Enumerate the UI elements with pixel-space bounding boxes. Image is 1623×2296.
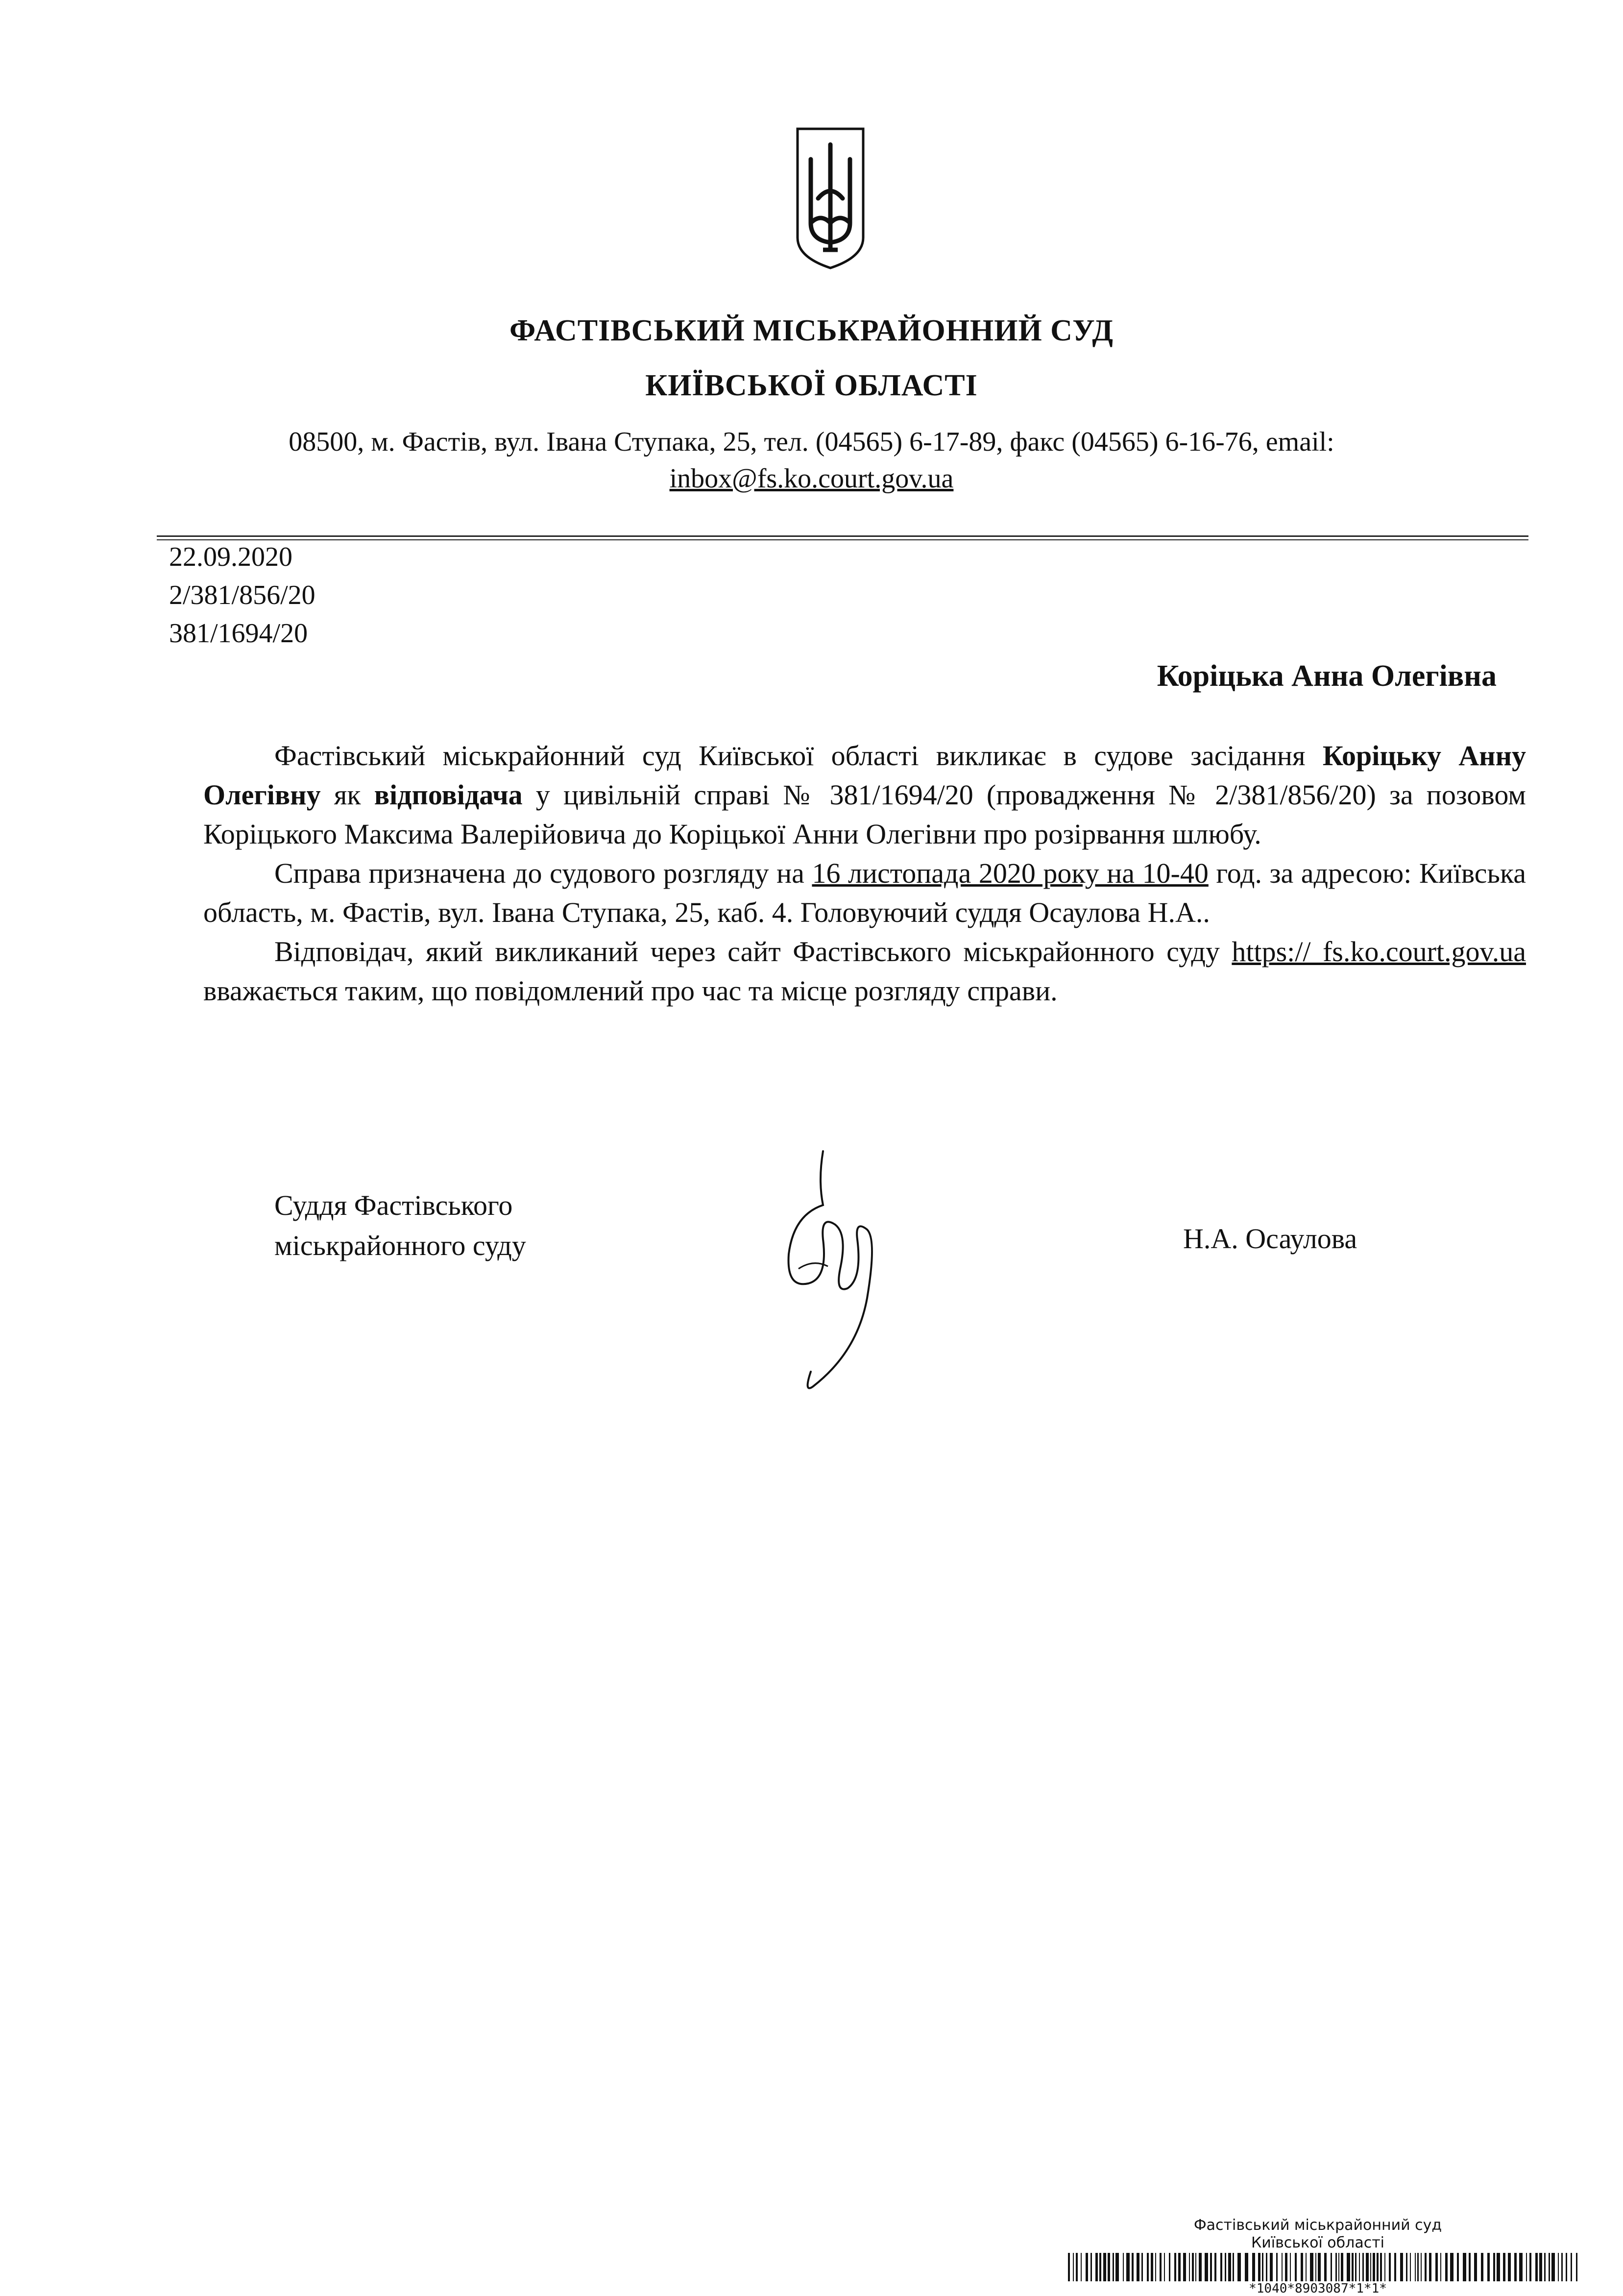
barcode-bar (1090, 2253, 1092, 2281)
barcode-bar (1558, 2253, 1559, 2281)
barcode-bar (1270, 2253, 1273, 2281)
stamp-court-line-1: Фастівський міськрайонний суд (1193, 2217, 1442, 2234)
body-paragraph-3 (203, 932, 1526, 1011)
barcode-bar (1295, 2253, 1297, 2281)
barcode-bar (1508, 2253, 1511, 2281)
barcode-bar (1160, 2253, 1162, 2281)
barcode-bar (1347, 2253, 1350, 2281)
barcode-bar (1519, 2253, 1523, 2281)
barcode-bar (1410, 2253, 1411, 2281)
barcode-bar (1155, 2253, 1156, 2281)
court-website-link[interactable]: https:// fs.ko.court.gov.ua (1232, 936, 1526, 967)
barcode-bar (1394, 2253, 1396, 2281)
barcode-bar (1225, 2253, 1226, 2281)
barcode-bar (1276, 2253, 1278, 2281)
barcode-bar (1210, 2253, 1212, 2281)
court-email-line (0, 463, 1623, 494)
barcode-bar (1474, 2253, 1477, 2281)
court-address: 08500, м. Фастів, вул. Івана Ступака, 25, тел. (04565) 6-17-89, факс (04565) 6-16-76, email: (289, 427, 1334, 457)
barcode-bar (1487, 2253, 1490, 2281)
body-text: вважається таким, що повідомлений про час та місце розгляду справи. (203, 975, 1058, 1007)
barcode-bar (1195, 2253, 1196, 2281)
barcode-bar (1366, 2253, 1369, 2281)
barcode-bar (1352, 2253, 1354, 2281)
barcode-bar (1425, 2253, 1427, 2281)
letter-body (203, 736, 1526, 1011)
barcode-bar (1529, 2253, 1531, 2281)
barcode-bar (1469, 2253, 1471, 2281)
body-text: Справа призначена до судового розгляду на (274, 857, 812, 889)
barcode-bar (1377, 2253, 1379, 2281)
court-email-link[interactable]: inbox@fs.ko.court.gov.ua (669, 463, 954, 494)
barcode-bar (1318, 2253, 1321, 2281)
barcode-bar (1068, 2253, 1070, 2281)
barcode-bar (1576, 2253, 1577, 2281)
hearing-date: 16 листопада 2020 року на 10-40 (812, 857, 1209, 889)
barcode-bar (1245, 2253, 1248, 2281)
barcode-bar (1282, 2253, 1283, 2281)
barcode-bar (1544, 2253, 1546, 2281)
barcode-bar (1341, 2253, 1343, 2281)
barcode-bar (1359, 2253, 1360, 2281)
case-number: 381/1694/20 (169, 618, 308, 649)
stamp-court-line-2: Київської області (1251, 2234, 1385, 2251)
barcode-bar (1421, 2253, 1422, 2281)
barcode-bar (1147, 2253, 1149, 2281)
barcode-bar (1178, 2253, 1181, 2281)
proceeding-number: 2/381/856/20 (169, 580, 315, 610)
barcode-bar (1526, 2253, 1527, 2281)
barcode-bar (1137, 2253, 1139, 2281)
body-text: Фастівський міськрайонний суд Київської області викликає в судове засідання (274, 740, 1323, 772)
barcode-bar (1497, 2253, 1500, 2281)
court-name-line-2: КИЇВСЬКОЇ ОБЛАСТІ (645, 369, 978, 402)
header-divider (157, 535, 1528, 537)
barcode-bar (1081, 2253, 1082, 2281)
barcode-bar (1400, 2253, 1403, 2281)
barcode-bar (1362, 2253, 1364, 2281)
barcode-bar (1108, 2253, 1110, 2281)
defendant-name: Коріцьку Анну Олегівну (203, 740, 1526, 811)
barcode-bar (1566, 2253, 1567, 2281)
barcode-bar (1183, 2253, 1186, 2281)
barcode-bar (1445, 2253, 1448, 2281)
barcode-bar (1214, 2253, 1216, 2281)
court-name-line-1: ФАСТІВСЬКИЙ МІСЬКРАЙОННИЙ СУД (509, 314, 1114, 347)
barcode-bar (1389, 2253, 1391, 2281)
barcode-bar (1457, 2253, 1459, 2281)
barcode-bar (1415, 2253, 1416, 2281)
barcode-bar (1463, 2253, 1466, 2281)
barcode-bar (1384, 2253, 1385, 2281)
barcode-bar (1132, 2253, 1134, 2281)
barcode-bar (1450, 2253, 1453, 2281)
signer-title-line-2: міськрайонного суду (274, 1230, 526, 1261)
barcode-bar (1561, 2253, 1563, 2281)
barcode-bar (1141, 2253, 1143, 2281)
barcode-bar (1324, 2253, 1327, 2281)
signer-title-line-1: Суддя Фастівського (274, 1189, 513, 1221)
body-text: Відповідач, який викликаний через сайт Фастівського міськрайонного суду (274, 936, 1232, 967)
barcode (1068, 2253, 1577, 2281)
body-text: у цивільній справі № 381/1694/20 (провадження № 2/381/856/20) за позовом Коріцького Максима Валерійовича до Коріцької Анни Олегівни про розірвання шлюбу. (203, 779, 1526, 850)
barcode-bar (1355, 2253, 1357, 2281)
barcode-bar (1429, 2253, 1431, 2281)
barcode-bar (1338, 2253, 1339, 2281)
body-text: як (320, 779, 374, 811)
barcode-number: *1040*8903087*1*1* (1249, 2281, 1387, 2296)
document-date: 22.09.2020 (169, 542, 292, 572)
barcode-bar (1331, 2253, 1332, 2281)
barcode-bar (1073, 2253, 1074, 2281)
barcode-bar (1237, 2253, 1241, 2281)
barcode-bar (1189, 2253, 1190, 2281)
barcode-bar (1310, 2253, 1313, 2281)
body-paragraph-2 (203, 854, 1526, 932)
barcode-bar (1514, 2253, 1517, 2281)
barcode-bar (1199, 2253, 1202, 2281)
barcode-bar (1406, 2253, 1407, 2281)
barcode-bar (1551, 2253, 1555, 2281)
barcode-bar (1220, 2253, 1222, 2281)
barcode-bar (1233, 2253, 1234, 2281)
barcode-bar (1252, 2253, 1255, 2281)
signer-title (274, 1185, 526, 1266)
handwritten-signature (750, 1141, 896, 1396)
barcode-bar (1481, 2253, 1483, 2281)
defendant-role: відповідача (374, 779, 523, 811)
barcode-bar (1417, 2253, 1419, 2281)
barcode-bar (1370, 2253, 1371, 2281)
barcode-bar (1535, 2253, 1538, 2281)
barcode-bar (1290, 2253, 1291, 2281)
barcode-bar (1435, 2253, 1438, 2281)
barcode-bar (1126, 2253, 1130, 2281)
barcode-bar (1549, 2253, 1550, 2281)
barcode-bar (1099, 2253, 1101, 2281)
barcode-bar (1123, 2253, 1124, 2281)
barcode-bar (1503, 2253, 1505, 2281)
barcode-bar (1335, 2253, 1337, 2281)
barcode-bar (1373, 2253, 1375, 2281)
barcode-bar (1380, 2253, 1382, 2281)
barcode-bar (1174, 2253, 1176, 2281)
barcode-bar (1205, 2253, 1208, 2281)
barcode-bar (1266, 2253, 1267, 2281)
barcode-bar (1262, 2253, 1263, 2281)
barcode-bar (1113, 2253, 1114, 2281)
addressee-name: Коріцька Анна Олегівна (1157, 659, 1497, 693)
header-divider-secondary (157, 539, 1528, 540)
barcode-bar (1285, 2253, 1287, 2281)
body-text: год. за адресою: Київська область, м. Фастів, вул. Івана Ступака, 25, каб. 4. Головуючий суддя Осаулова Н.А.. (203, 857, 1526, 928)
barcode-bar (1192, 2253, 1194, 2281)
barcode-bar (1228, 2253, 1231, 2281)
barcode-bar (1103, 2253, 1106, 2281)
barcode-bar (1493, 2253, 1495, 2281)
signer-name: Н.А. Осаулова (1183, 1223, 1357, 1255)
barcode-bar (1539, 2253, 1542, 2281)
barcode-bar (1151, 2253, 1153, 2281)
barcode-bar (1315, 2253, 1316, 2281)
barcode-bar (1571, 2253, 1572, 2281)
body-paragraph-1 (203, 736, 1526, 854)
barcode-bar (1306, 2253, 1307, 2281)
barcode-bar (1095, 2253, 1098, 2281)
barcode-bar (1076, 2253, 1078, 2281)
barcode-bar (1169, 2253, 1170, 2281)
barcode-bar (1301, 2253, 1303, 2281)
barcode-bar (1440, 2253, 1441, 2281)
barcode-bar (1258, 2253, 1260, 2281)
barcode-bar (1115, 2253, 1119, 2281)
barcode-bar (1164, 2253, 1165, 2281)
coat-of-arms-icon (794, 125, 867, 272)
barcode-bar (1086, 2253, 1088, 2281)
